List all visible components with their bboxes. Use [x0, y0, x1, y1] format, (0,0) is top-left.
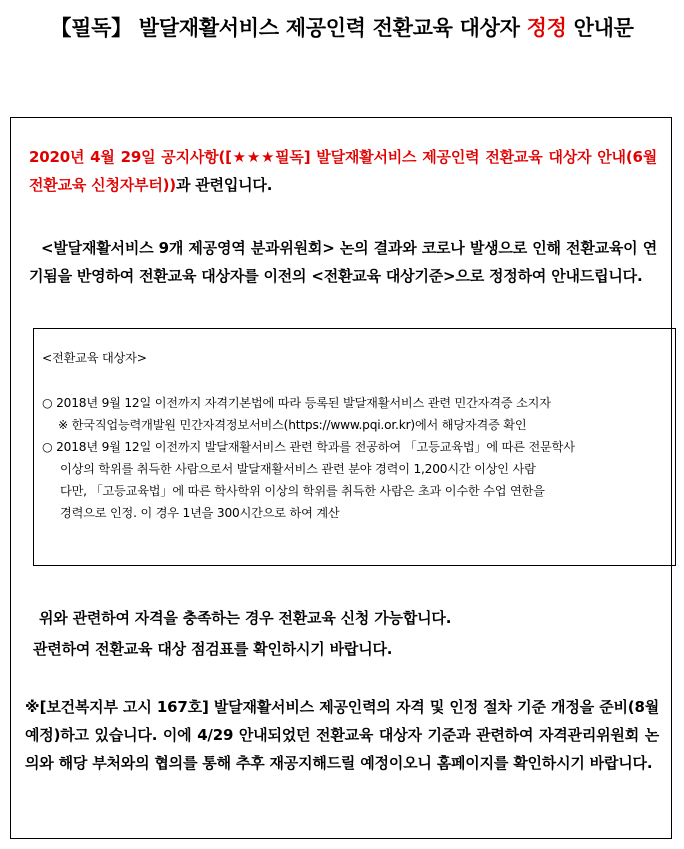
title-highlight: 정정 [526, 16, 567, 40]
criteria-item-2-line-1: ○ 2018년 9월 12일 이전까지 발달재활서비스 관련 학과를 전공하여 「고등교육법」에 따른 전문학사 [42, 440, 575, 454]
eligibility-line: 위와 관련하여 자격을 충족하는 경우 전환교육 신청 가능합니다. [39, 609, 452, 627]
notice-frame [10, 117, 672, 839]
criteria-item-1: ○ 2018년 9월 12일 이전까지 자격기본법에 따라 등록된 발달재활서비스 관련 민간자격증 소지자 [42, 396, 551, 410]
criteria-item-2-line-3: 다만, 「고등교육법」에 따른 학사학위 이상의 학위를 취득한 사람은 초과 이수한 수업 연한을 [60, 484, 545, 498]
revision-notice-paragraph: ※[보건복지부 고시 167호] 발달재활서비스 제공인력의 자격 및 인정 절차 기준 개정을 준비(8월 예정)하고 있습니다. 이에 4/29 안내되었던 전환교육 대상자 기준과 관련하여 자격관리위원회 논의와 해당 부처와의 협의를 통해 추후 재공지해드릴 예정이오니 홈페이지를 확인하시기 바랍니다. [25, 698, 659, 772]
reference-suffix: 과 관련입니다. [175, 176, 273, 194]
reference-notice: 2020년 4월 29일 공지사항([★★★필독] 발달재활서비스 제공인력 전환교육 대상자 안내(6월 전환교육 신청자부터)) [29, 148, 657, 194]
criteria-item-2-line-2: 이상의 학위를 취득한 사람으로서 발달재활서비스 관련 분야 경력이 1,200시간 이상인 사람 [60, 462, 536, 476]
criteria-heading: <전환교육 대상자> [42, 351, 147, 365]
reference-paragraph [29, 143, 657, 199]
criteria-item-1-note: ※ 한국직업능력개발원 민간자격정보서비스(https://www.pqi.or.kr)에서 해당자격증 확인 [58, 418, 527, 432]
criteria-item-2-line-4: 경력으로 인정. 이 경우 1년을 300시간으로 하여 계산 [60, 506, 340, 520]
criteria-box [33, 328, 676, 566]
title-suffix: 안내문 [566, 16, 634, 40]
page-title [0, 12, 684, 42]
correction-paragraph: <발달재활서비스 9개 제공영역 분과위원회> 논의 결과와 코로나 발생으로 인해 전환교육이 연기됨을 반영하여 전환교육 대상자를 이전의 <전환교육 대상기준>으로 정정하여 안내드립니다. [29, 239, 657, 285]
title-prefix: 【필독】 발달재활서비스 제공인력 전환교육 대상자 [50, 16, 527, 40]
checklist-line: 관련하여 전환교육 대상 점검표를 확인하시기 바랍니다. [33, 640, 393, 658]
